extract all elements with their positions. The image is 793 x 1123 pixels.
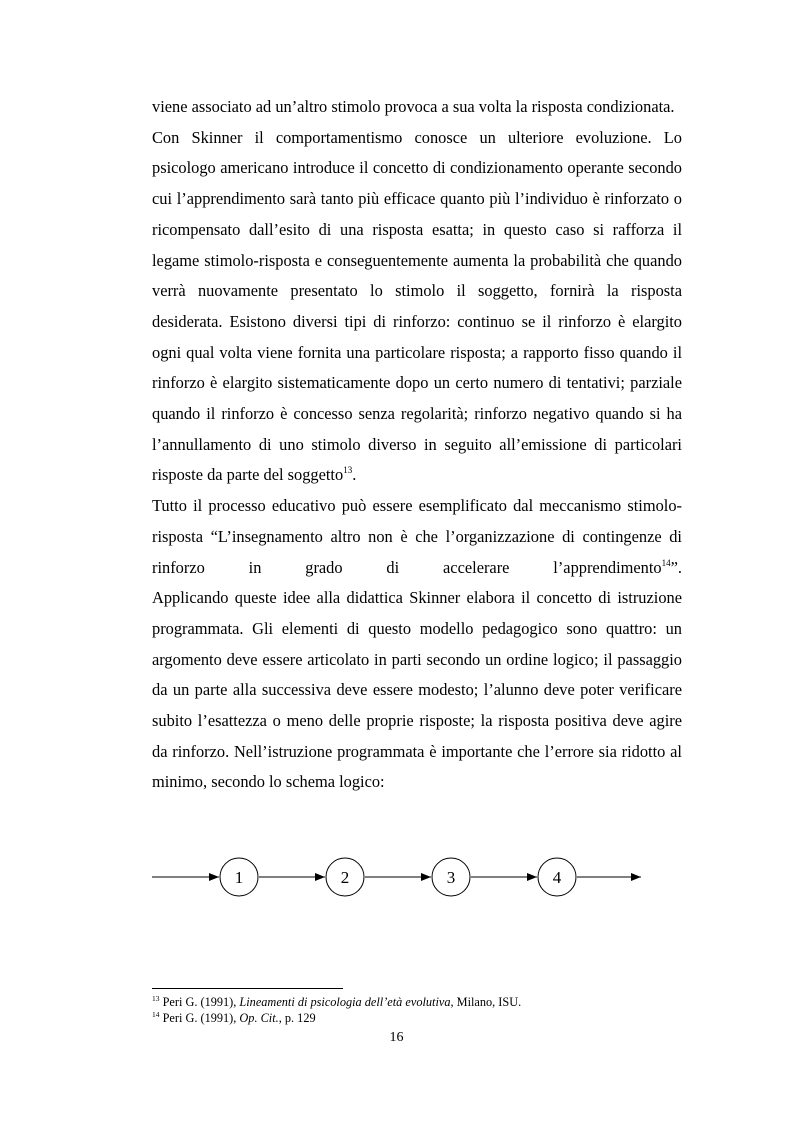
sequence-node-label: 2: [340, 868, 350, 887]
paragraph: [152, 583, 682, 798]
sequence-node-label: 1: [234, 868, 244, 887]
footnote-title: Lineamenti di psicologia dell’età evolutiva: [239, 995, 451, 1009]
footnote-text: Peri G. (1991),: [159, 1011, 240, 1025]
paragraph-text: viene associato ad un’altro stimolo provoca a sua volta la risposta condizionata.: [152, 97, 675, 116]
footnote-separator: [152, 988, 343, 989]
paragraph: [152, 123, 682, 491]
paragraph-text: Con Skinner il comportamentismo conosce un ulteriore evoluzione. Lo psicologo americano introduce il concetto di condizionamento operante secondo cui l’apprendimento sarà tanto più efficace quanto più l’individuo è rinforzato o ricompensato dall’esito di una risposta esatta; in questo caso si rafforza il legame stimolo-risposta e conseguentemente aumenta la probabilità che quando verrà nuovamente presentato lo stimolo il soggetto, fornirà la risposta desiderata. Esistono diversi tipi di rinforzo: continuo se il rinforzo è elargito ogni qual volta viene fornita una particolare risposta; a rapporto fisso quando il rinforzo è elargito sistematicamente dopo un certo numero di tentativi; parziale quando il rinforzo è concesso senza regolarità; rinforzo negativo quando si ha l’annullamento di uno stimolo diverso in seguito all’emissione di particolari risposte da parte del soggetto: [152, 127, 682, 485]
paragraph: [152, 491, 682, 583]
paragraph-text: Tutto il processo educativo può essere esemplificato dal meccanismo stimolo- risposta “L’insegnamento altro non è che l’organizzazione di contingenze di rinforzo in grado di accelerare l’apprendimento: [152, 496, 682, 577]
page-number: 16: [389, 1030, 404, 1045]
footnote-text: Peri G. (1991),: [159, 995, 240, 1009]
footnotes: [152, 994, 682, 1026]
footnote-ref: 14: [661, 557, 671, 568]
footnote: [152, 1010, 682, 1026]
sequence-node-label: 3: [446, 868, 456, 887]
footnote-text: , p. 129: [278, 1011, 316, 1025]
paragraph: [152, 92, 682, 123]
paragraph-tail: ”.: [670, 557, 682, 577]
footnote: [152, 994, 682, 1010]
footnote-ref: 13: [343, 465, 353, 476]
footnote-text: , Milano, ISU.: [450, 995, 522, 1009]
footnote-title: Op. Cit.: [239, 1011, 279, 1025]
paragraph-text: Applicando queste idee alla didattica Skinner elabora il concetto di istruzione programmata. Gli elementi di questo modello pedagogico sono quattro: un argomento deve essere articolato in parti secondo un ordine logico; il passaggio da un parte alla successiva deve essere modesto; l’alunno deve poter verificare subito l’esattezza o meno delle proprie risposte; la risposta positiva deve agire da rinforzo. Nell’istruzione programmata è importante che l’errore sia ridotto al minimo, secondo lo schema logico:: [152, 588, 682, 792]
paragraph-tail: .: [352, 465, 357, 485]
footnote-number: 13: [152, 994, 160, 1003]
sequence-diagram: [148, 853, 648, 903]
body-text: [152, 92, 682, 798]
footnote-number: 14: [152, 1010, 160, 1019]
sequence-node-label: 4: [552, 868, 562, 887]
